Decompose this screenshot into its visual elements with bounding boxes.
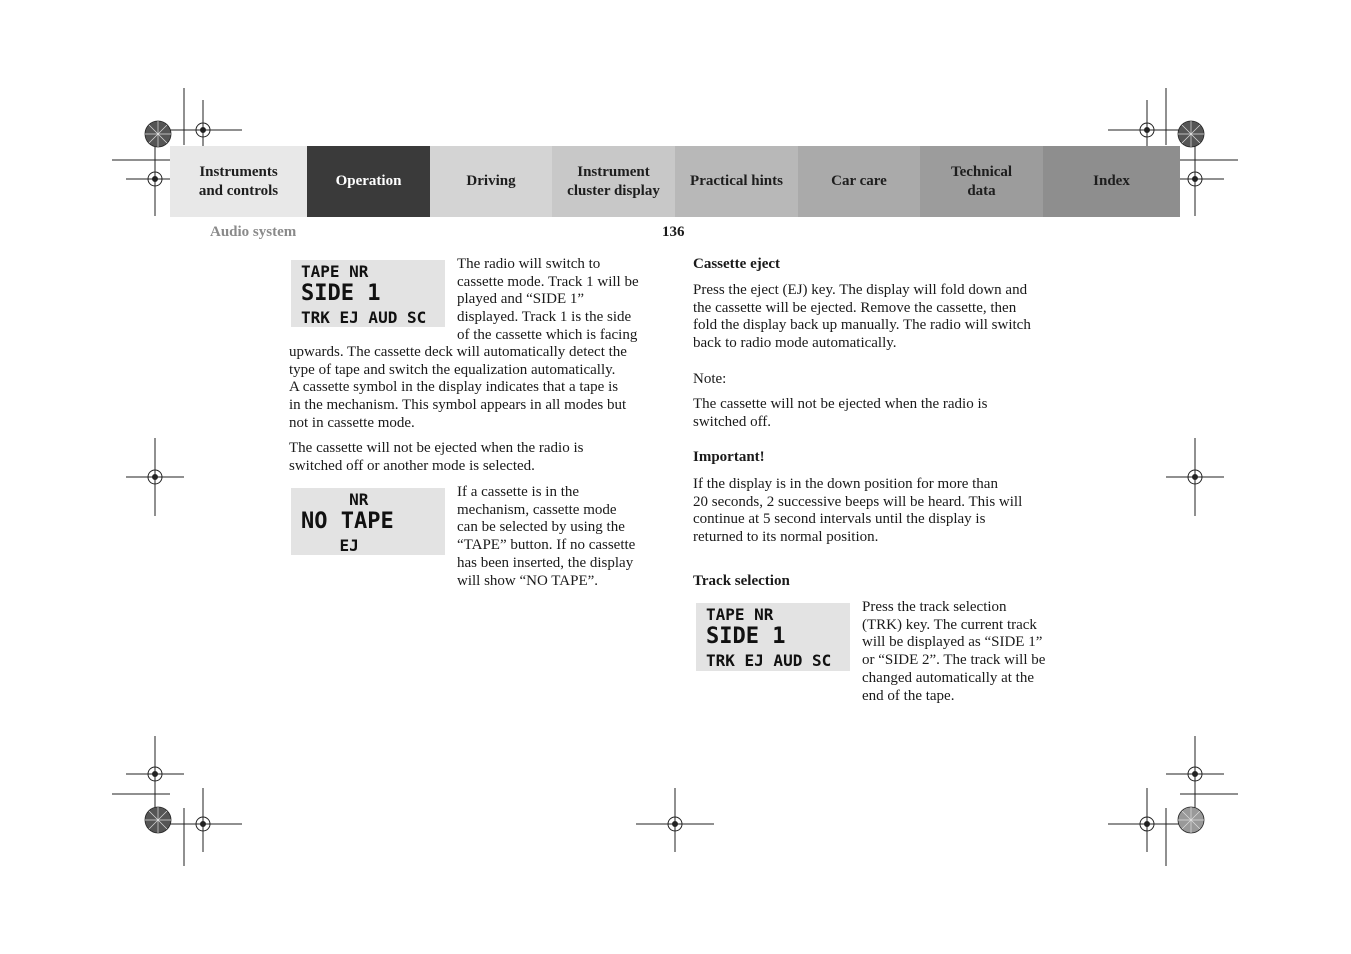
heading-track-selection: Track selection: [693, 573, 790, 589]
tab-index[interactable]: Index: [1043, 146, 1180, 217]
paragraph-no-tape: If a cassette is in the mechanism, cassette mode can be selected by using the “TAPE” button. If no cassette has been inserted, the display will show “NO TAPE”.: [457, 484, 636, 589]
tab-technical-data[interactable]: Technical data: [920, 146, 1043, 217]
radio-display-no-tape: [291, 488, 445, 555]
tab-instruments-and-controls[interactable]: Instruments and controls: [170, 146, 307, 217]
paragraph-cassette-mode-side: The radio will switch to cassette mode. Track 1 will be played and “SIDE 1” displayed. Track 1 is the side of the cassette which is facing: [457, 256, 639, 343]
display-line-2: SIDE 1: [301, 281, 381, 306]
display-line-3: TRK EJ AUD SC: [301, 308, 427, 327]
note-text: The cassette will not be ejected when the radio is switched off.: [693, 396, 988, 430]
tab-driving[interactable]: Driving: [430, 146, 552, 217]
display-line-3: TRK EJ AUD SC: [706, 651, 832, 670]
display-line-1: NR: [301, 490, 369, 509]
radio-display-track: [696, 603, 850, 671]
paragraph-cassette-eject: Press the eject (EJ) key. The display will fold down and the cassette will be ejected. Remove the cassette, then fold the display back up manually. The radio will switch back to radio mode automatically.: [693, 282, 1031, 352]
radio-display-tape-side1: [291, 260, 445, 327]
display-line-1: TAPE NR: [301, 262, 369, 281]
tab-car-care[interactable]: Car care: [798, 146, 920, 217]
display-line-2: SIDE 1: [706, 624, 786, 649]
paragraph-eject-off: The cassette will not be ejected when the radio is switched off or another mode is selected.: [289, 440, 584, 474]
page-number: 136: [662, 224, 685, 240]
tab-practical-hints[interactable]: Practical hints: [675, 146, 798, 217]
heading-cassette-eject: Cassette eject: [693, 256, 781, 272]
display-line-2: NO TAPE: [301, 509, 394, 534]
display-line-3: EJ: [301, 536, 359, 555]
section-title: Audio system: [210, 224, 297, 240]
display-line-1: TAPE NR: [706, 605, 774, 624]
chapter-tabs: [170, 146, 1180, 217]
important-text: If the display is in the down position for more than 20 seconds, 2 successive beeps will be heard. This will continue at 5 second intervals until the display is returned to its normal position.: [693, 476, 1023, 546]
paragraph-cassette-mode-full: upwards. The cassette deck will automatically detect the type of tape and switch the equalization automatically. A cassette symbol in the display indicates that a tape is in the mechanism. This symbol appears in all modes but not in cassette mode.: [289, 344, 627, 431]
important-label: Important!: [693, 449, 765, 465]
tab-instrument-cluster-display[interactable]: Instrument cluster display: [552, 146, 675, 217]
tab-operation[interactable]: Operation: [307, 146, 430, 217]
paragraph-track-selection: Press the track selection (TRK) key. The current track will be displayed as “SIDE 1” or “SIDE 2”. The track will be changed automatically at the end of the tape.: [862, 599, 1046, 704]
note-label: Note:: [693, 371, 727, 387]
